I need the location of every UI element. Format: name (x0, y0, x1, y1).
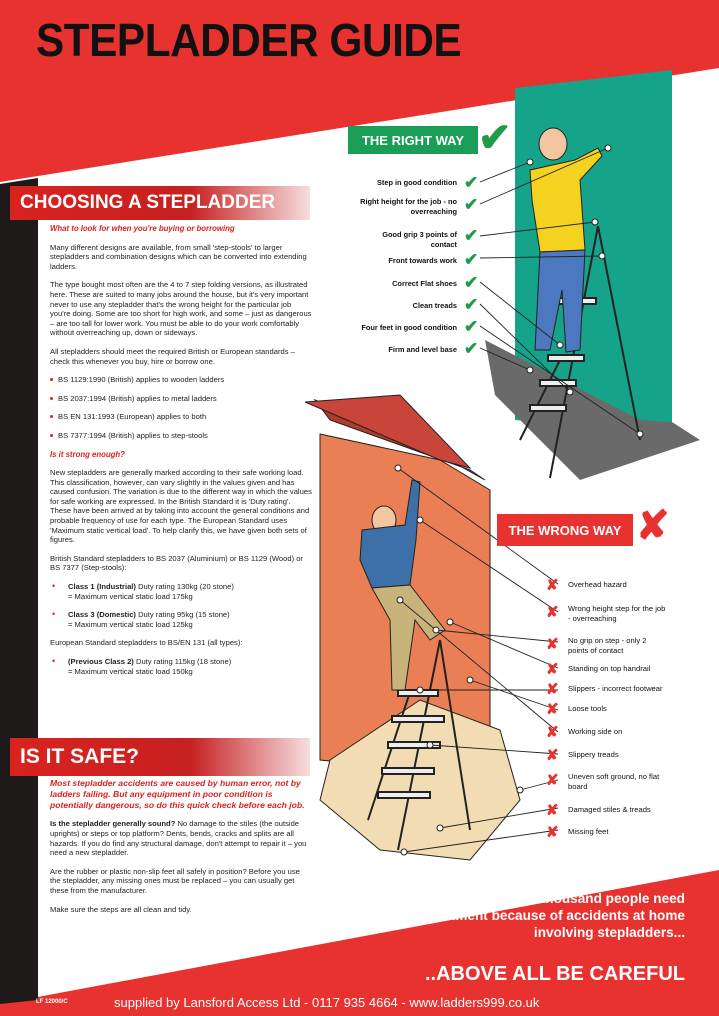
cross-icon: ✘ (546, 661, 559, 678)
safe-section (50, 778, 312, 923)
wrong-way-banner: THE WRONG WAY (497, 514, 633, 546)
wrong-way-item: No grip on step - only 2 points of contact (568, 636, 647, 655)
big-tick-icon: ✔ (478, 116, 512, 160)
right-way-item: Good grip 3 points of contact (382, 230, 457, 249)
standard-item: BS 1129:1990 (British) applies to wooden ladders (50, 375, 312, 385)
right-way-item: Clean treads (412, 301, 457, 310)
safe-paragraph: Is the stepladder generally sound? No damage to the stiles (the outside uprights) or steps or top platform? Dents, bends, cracks and splits are all hazards. If you do find any structural damage, don't attempt to repair it – you need a new stepladder. (50, 819, 307, 858)
class-item: • Class 1 (Industrial) Duty rating 130kg (20 stone) = Maximum vertical static load 175kg (50, 582, 312, 601)
right-way-item: Correct Flat shoes (392, 279, 457, 288)
strength-paragraph: New stepladders are generally marked according to their safe working load. This classification, however, can vary slightly in the values given and has caused confusion. The variation is due to the different way in which the values for safe working are expressed. In the British Standard it is 'Duty rating'. These have been arrived at by taking into account the general conditions and probable frequency of use for each type. The European Standard uses 'Maximum static vertical load'. To help clarify this, we have given both sets of figures. (50, 468, 312, 545)
careful-slogan: ..ABOVE ALL BE CAREFUL (424, 963, 685, 985)
safe-heading: IS IT SAFE? (10, 738, 310, 776)
safe-paragraph: Are the rubber or plastic non-slip feet all safely in position? Before you use the stepladder, any missing ones must be replaced – you can usually get these from the manufacturer. (50, 866, 300, 895)
supplier-line: supplied by Lansford Access Ltd - 0117 935 4664 - www.ladders999.co.uk (114, 995, 540, 1010)
wrong-way-item: Standing on top handrail (568, 664, 651, 673)
safe-intro: Most stepladder accidents are caused by human error, not by ladders failing. But any equipment in poor condition is potentially dangerous, so do this quick check before each job. (50, 778, 305, 810)
choosing-paragraph: All stepladders should meet the required British or European standards – check this whenever you buy, hire or borrow one. (50, 346, 295, 366)
strength-paragraph: British Standard stepladders to BS 2037 (Aluminium) or BS 1129 (Wood) or BS 7377 (Step-stools): (50, 553, 303, 573)
wrong-way-item: Working side on (568, 727, 623, 736)
cross-icon: ✘ (546, 747, 559, 764)
wrong-way-item: Uneven soft ground, no flat board (568, 772, 660, 791)
strength-subheading: Is it strong enough? (50, 449, 125, 459)
choosing-paragraph: The type bought most often are the 4 to 7 step folding versions, as illustrated here. These are suited to many jobs around the house, but it's very important never to use any stepladder that's the wrong height for the particular job you're doing. Some are too short for high work, and some – just as dangerous – are too tall for lower work. You must be able to do your work comfortably without overreaching up, down or sideways. (50, 280, 312, 338)
wrong-way-item: Loose tools (568, 704, 607, 713)
right-way-item: Front towards work (388, 256, 457, 265)
tick-icon: ✔ (464, 173, 479, 192)
choosing-section (50, 224, 312, 685)
cross-icon: ✘ (546, 802, 559, 819)
wrong-way-item: Damaged stiles & treads (568, 805, 651, 814)
strength-paragraph: European Standard stepladders to BS/EN 131 (all types): (50, 638, 243, 648)
cross-icon: ✘ (546, 604, 559, 621)
cross-icon: ✘ (546, 701, 559, 718)
choosing-subheading: What to look for when you're buying or borrowing (50, 224, 235, 233)
choosing-heading: CHOOSING A STEPLADDER (10, 186, 310, 220)
footer-message: Every month, more than a thousand people need hospital treatment because of accidents at home involving stepladders... (369, 891, 685, 940)
page-title: STEPLADDER GUIDE (36, 14, 462, 66)
wrong-way-item: Slippers - incorrect footwear (568, 684, 663, 693)
standard-item: BS 7377:1994 (British) applies to step-stools (50, 431, 312, 441)
wrong-way-item: Overhead hazard (568, 580, 627, 589)
left-edge-strip (0, 178, 38, 1004)
choosing-paragraph: Many different designs are available, from small 'step-stools' to larger stepladders and combination designs which can be converted into extending ladders. (50, 242, 307, 271)
wrong-way-item: Slippery treads (568, 750, 619, 759)
tick-icon: ✔ (464, 195, 479, 214)
tick-icon: ✔ (464, 250, 479, 269)
cross-icon: ✘ (546, 636, 559, 653)
safe-paragraph: Make sure the steps are all clean and tidy. (50, 904, 192, 914)
cross-icon: ✘ (546, 824, 559, 841)
right-way-banner: THE RIGHT WAY (348, 126, 478, 154)
cross-icon: ✘ (546, 772, 559, 789)
tick-icon: ✔ (464, 295, 479, 314)
tick-icon: ✔ (464, 317, 479, 336)
wrong-way-item: Wrong height step for the job - overreaching (568, 604, 666, 623)
tick-icon: ✔ (464, 226, 479, 245)
wrong-way-item: Missing feet (568, 827, 609, 836)
right-way-item: Right height for the job - no overreaching (360, 197, 457, 216)
tick-icon: ✔ (464, 339, 479, 358)
cross-icon: ✘ (546, 577, 559, 594)
document-code: LF 12000/C (36, 999, 68, 1005)
standard-item: BS EN 131:1993 (European) applies to both (50, 412, 312, 422)
right-way-item: Step in good condition (376, 178, 457, 187)
big-cross-icon: ✘ (636, 504, 670, 548)
right-way-item: Firm and level base (388, 345, 457, 354)
cross-icon: ✘ (546, 724, 559, 741)
class-item: • (Previous Class 2) Duty rating 115kg (18 stone) = Maximum vertical static load 150kg (50, 657, 312, 676)
class-item: • Class 3 (Domestic) Duty rating 95kg (15 stone) = Maximum vertical static load 125kg (50, 610, 312, 629)
tick-icon: ✔ (464, 273, 479, 292)
right-way-item: Four feet in good condition (361, 323, 457, 332)
cross-icon: ✘ (546, 681, 559, 698)
standard-item: BS 2037:1994 (British) applies to metal ladders (50, 394, 312, 404)
